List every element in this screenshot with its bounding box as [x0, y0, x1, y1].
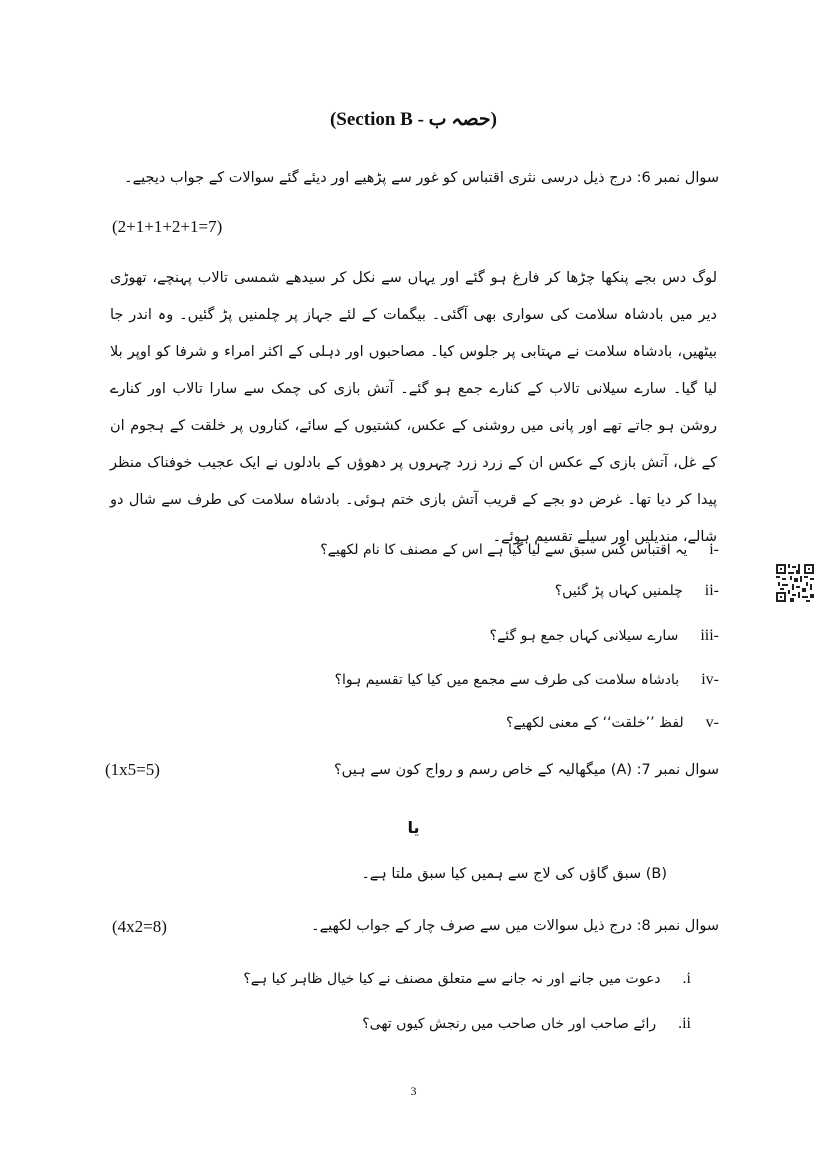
question-text: دعوت میں جانے اور نہ جانے سے متعلق مصنف نے کیا خیال ظاہر کیا ہے؟ — [243, 971, 661, 987]
question-text: لفظ ’’خلقت‘‘ کے معنی لکھیے؟ — [505, 715, 684, 731]
q6-passage: لوگ دس بجے پنکھا چڑھا کر فارغ ہو گئے اور یہاں سے نکل کر سیدھے شمسی تالاب پہنچے، تھوڑی دیر میں بادشاہ سلامت کی سواری بھی آگئی۔ بیگمات کے لئے جہاز پر چلمنیں پڑ گئیں۔ وہ اندر جا بیٹھیں، بادشاہ سلامت نے مہتابی پر جلوس کیا۔ مصاحبوں اور دہلی کے اکثر امراء و شرفا کو اوپر بلا لیا گیا۔ سارے سیلانی تالاب کے کنارے جمع ہو گئے۔ آتش بازی کی چمک سے سارا تالاب اور کنارے روشن ہو جاتے تھے اور پانی میں روشنی کے عکس، کشتیوں کے سائے، کناروں پر خلقت کے ہجوم ان کے غل، آتش بازی کے عکس ان کے زرد زرد چہروں پر دھوؤں کے بادلوں نے ایک عجیب خوفناک منظر پیدا کر دیا تھا۔ غرض دو بجے کے قریب آتش بازی ختم ہوئی۔ بادشاہ سلامت کی طرف سے شال دو شالے، مندیلیں اور سیلے تقسیم ہوئے۔ — [110, 270, 717, 545]
q6-question-1 — [320, 541, 719, 559]
page-number: 3 — [410, 1084, 417, 1098]
question-marker: .ii — [678, 1015, 691, 1032]
q6-question-3 — [490, 627, 719, 645]
question-marker: iii- — [700, 627, 719, 644]
q8-prompt: سوال نمبر 8: درج ذیل سوالات میں سے صرف چار کے جواب لکھیے۔ — [311, 918, 719, 934]
q6-marks: (2+1+1+2+1=7) — [112, 217, 223, 236]
q7-or: یا — [407, 818, 420, 837]
question-text: سارے سیلانی کہاں جمع ہو گئے؟ — [489, 628, 679, 644]
question-text: رائے صاحب اور خاں صاحب میں رنجش کیوں تھی؟ — [362, 1016, 657, 1032]
q6-question-2 — [555, 582, 719, 600]
question-text: چلمنیں کہاں پڑ گئیں؟ — [554, 583, 683, 599]
question-marker: iv- — [701, 671, 719, 688]
q7-prompt: سوال نمبر 7: (A) میگھالیہ کے خاص رسم و رواج کون سے ہیں؟ — [333, 762, 719, 778]
q7-alternative: (B) سبق گاؤں کی لاج سے ہمیں کیا سبق ملتا ہے۔ — [361, 866, 667, 882]
q6-question-5 — [506, 714, 719, 732]
q8-question-2 — [362, 1015, 691, 1033]
q8-question-1 — [243, 970, 691, 988]
question-marker: ii- — [704, 582, 719, 599]
q6-question-4 — [335, 671, 719, 689]
q8-marks: (4x2=8) — [112, 917, 167, 936]
q7-marks: (1x5=5) — [105, 760, 160, 779]
question-marker: .i — [682, 970, 691, 987]
section-heading: (Section B - حصہ ب) — [329, 109, 497, 130]
q6-prompt: سوال نمبر 6: درج ذیل درسی نثری اقتباس کو غور سے پڑھیے اور دیئے گئے سوالات کے جواب دیجیے۔ — [124, 170, 719, 186]
question-text: یہ اقتباس کس سبق سے لیا گیا ہے اس کے مصنف کا نام لکھیے؟ — [320, 542, 688, 558]
question-text: بادشاہ سلامت کی طرف سے مجمع میں کیا کیا تقسیم ہوا؟ — [334, 672, 680, 688]
qr-code — [776, 564, 814, 602]
question-marker: i- — [709, 541, 719, 558]
question-marker: v- — [705, 714, 719, 731]
